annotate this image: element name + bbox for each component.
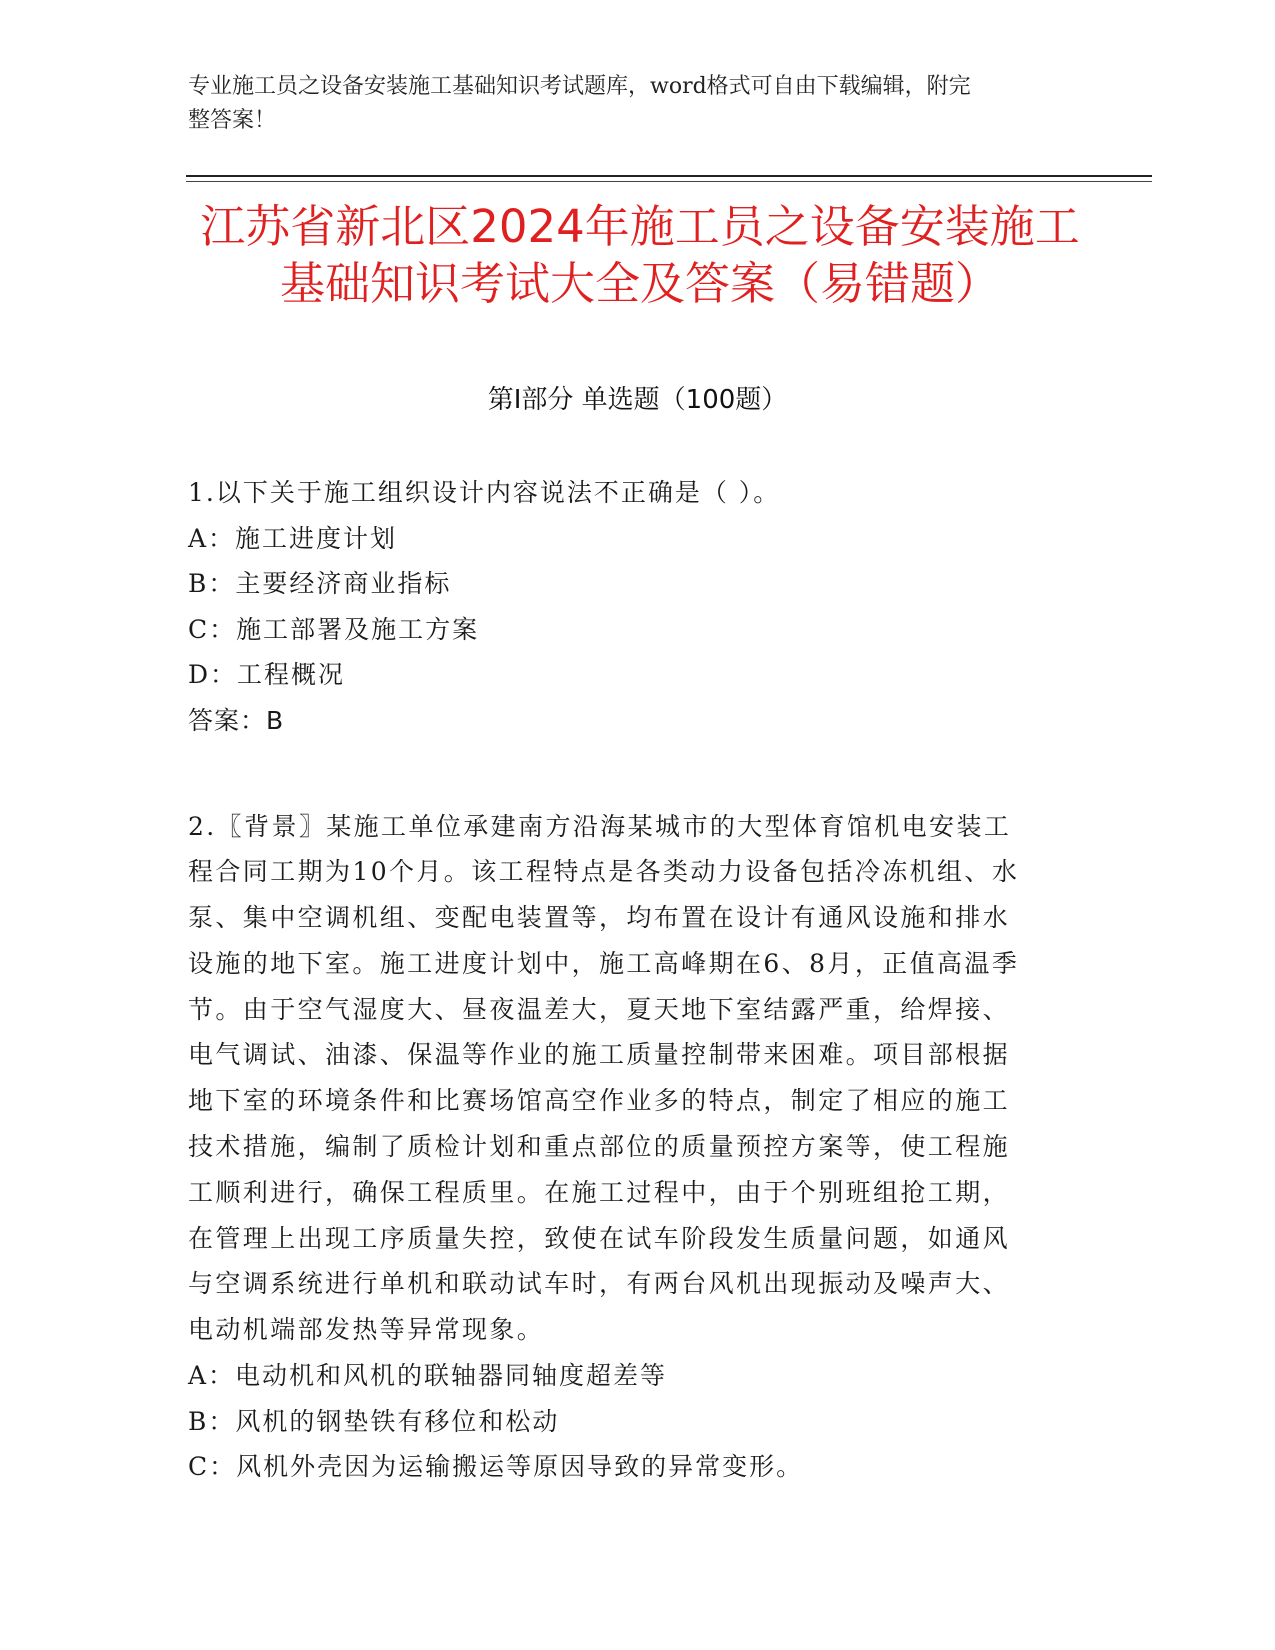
stem-line: 设施的地下室。施工进度计划中，施工高峰期在6、8月，正值高温季 [188,948,1020,978]
option-b: B：风机的钢垫铁有移位和松动 [188,1406,560,1436]
header-line-1: 专业施工员之设备安装施工基础知识考试题库，word格式可自由下载编辑，附完 [188,74,971,99]
stem-line: 电气调试、油漆、保温等作业的施工质量控制带来困难。项目部根据 [188,1040,1011,1070]
stem-line: 节。由于空气湿度大、昼夜温差大，夏天地下室结露严重，给焊接、 [188,994,1011,1024]
option-a: A：电动机和风机的联轴器同轴度超差等 [188,1361,668,1391]
question-spacer [188,743,1078,804]
section-heading: 第Ⅰ部分 单选题（100题） [487,385,788,415]
question-1 [188,470,1078,743]
stem-line: 泵、集中空调机组、变配电装置等，均布置在设计有通风设施和排水 [188,903,1011,933]
document-title [160,198,1120,312]
option-a: A：施工进度计划 [188,523,398,553]
stem-line: 工顺利进行，确保工程质里。在施工过程中，由于个别班组抢工期， [188,1177,1011,1207]
answer-line: 答案：B [188,705,285,735]
stem-line: 在管理上出现工序质量失控，致使在试车阶段发生质量问题，如通风 [188,1223,1011,1253]
stem-line: 地下室的环境条件和比赛场馆高空作业多的特点，制定了相应的施工 [188,1086,1011,1116]
option-c: C：风机外壳因为运输搬运等原因导致的异常变形。 [188,1452,804,1482]
stem-line: 2.〖背景〗某施工单位承建南方沿海某城市的大型体育馆机电安装工 [188,811,1012,841]
page-header [188,70,1068,138]
question-stem [188,804,1078,1354]
question-2 [188,804,1078,1490]
option-c: C：施工部署及施工方案 [188,614,480,644]
question-stem: 1.以下关于施工组织设计内容说法不正确是（ ）。 [188,478,781,507]
title-line-1: 江苏省新北区2024年施工员之设备安装施工 [200,200,1080,253]
header-line-2: 整答案！ [188,108,277,133]
option-b: B：主要经济商业指标 [188,569,452,598]
question-list [188,470,1078,1490]
title-line-2: 基础知识考试大全及答案（易错题） [279,257,1000,310]
stem-line: 技术措施，编制了质检计划和重点部位的质量预控方案等，使工程施 [188,1132,1011,1162]
stem-line: 程合同工期为10个月。该工程特点是各类动力设备包括冷冻机组、水 [188,857,1020,887]
stem-line: 电动机端部发热等异常现象。 [188,1315,545,1345]
option-d: D：工程概况 [188,660,346,689]
header-divider-thin [186,181,1152,182]
header-divider-thick [186,175,1152,177]
stem-line: 与空调系统进行单机和联动试车时，有两台风机出现振动及噪声大、 [188,1269,1011,1299]
